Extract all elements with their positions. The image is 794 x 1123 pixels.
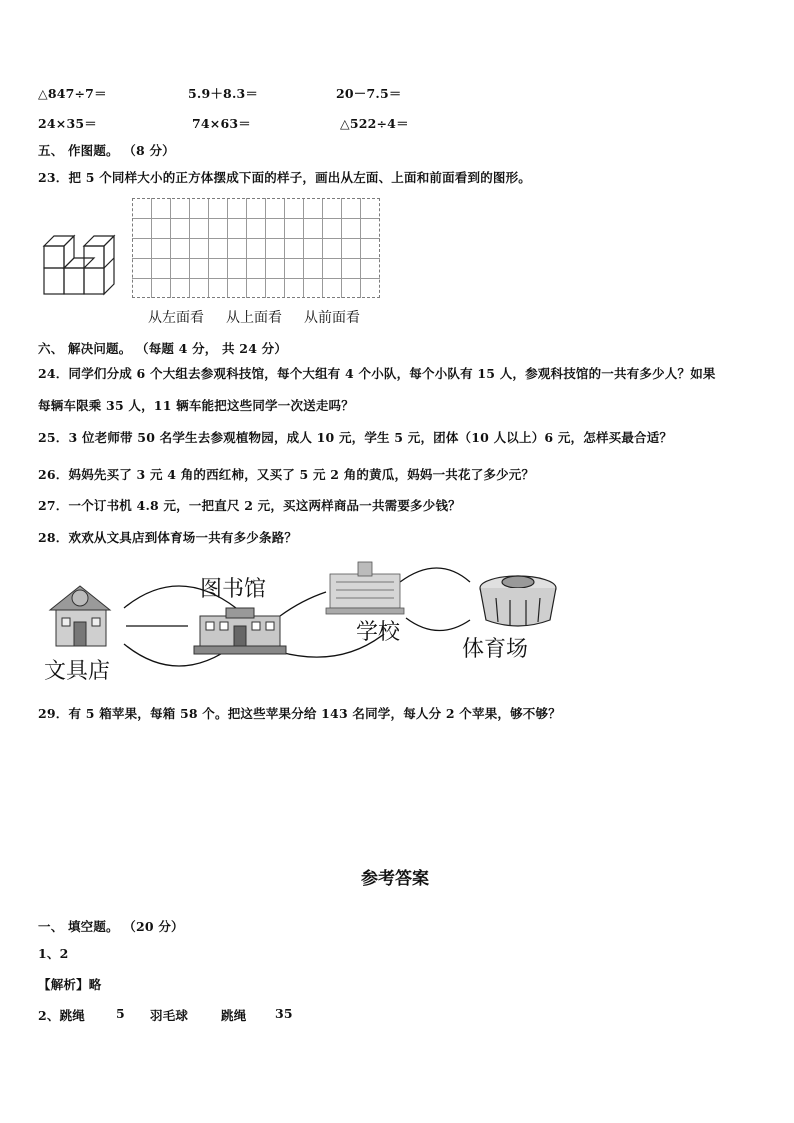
question-24-line1: 24．同学们分成 6 个大组去参观科技馆，每个大组有 4 个小队，每个小队有 15 人，参观科技馆的一共有多少人？如果 [38, 366, 716, 381]
question-23: 23．把 5 个同样大小的正方体摆成下面的样子，画出从左面、上面和前面看到的图形。 [38, 170, 531, 185]
stadium-icon [480, 576, 556, 626]
library-building-icon [194, 608, 286, 654]
calc-item: 20－7.5＝ [336, 86, 402, 101]
answers-title: 参考答案 [361, 869, 429, 889]
answer-1: 1、2 [38, 946, 69, 961]
place-label-library: 图书馆 [200, 577, 267, 602]
cube-stack-figure [40, 228, 120, 300]
calc-item: △522÷4＝ [340, 116, 409, 131]
place-label-stationery-store: 文具店 [44, 659, 111, 684]
calc-item: △847÷7＝ [38, 86, 107, 101]
section-title: 五、 作图题。 （8 分） [38, 143, 175, 158]
question-26: 26．妈妈先买了 3 元 4 角的西红柿，又买了 5 元 2 角的黄瓜，妈妈一共花了多少元？ [38, 467, 535, 482]
place-label-school: 学校 [356, 620, 401, 645]
view-label-top: 从上面看 [226, 310, 282, 326]
answer-2-item: 跳绳 [221, 1008, 247, 1023]
section-title: 一、 填空题。 （20 分） [38, 919, 184, 934]
view-label-front: 从前面看 [304, 310, 360, 326]
question-25: 25．3 位老师带 50 名学生去参观植物园，成人 10 元，学生 5 元，团体（10 人以上）6 元，怎样买最合适？ [38, 430, 673, 445]
stationery-store-icon [50, 586, 110, 646]
question-27: 27．一个订书机 4.8 元，一把直尺 2 元，买这两样商品一共需要多少钱？ [38, 498, 461, 513]
answer-2-item: 2、跳绳 [38, 1008, 85, 1023]
answer-2-item: 羽毛球 [150, 1008, 189, 1023]
drawing-grid[interactable] [132, 198, 380, 298]
route-map [40, 560, 560, 690]
calc-item: 24×35＝ [38, 116, 97, 131]
school-building-icon [326, 562, 404, 614]
answer-2-item: 35 [275, 1006, 293, 1021]
question-29: 29．有 5 箱苹果，每箱 58 个。把这些苹果分给 143 名同学，每人分 2 个苹果，够不够？ [38, 706, 561, 721]
answer-analysis: 【解析】略 [38, 977, 102, 992]
answer-2-item: 5 [116, 1006, 125, 1021]
calc-item: 74×63＝ [192, 116, 251, 131]
question-28: 28．欢欢从文具店到体育场一共有多少条路？ [38, 530, 298, 545]
place-label-stadium: 体育场 [462, 637, 529, 662]
calc-item: 5.9＋8.3＝ [188, 86, 259, 101]
question-24-line2: 每辆车限乘 35 人，11 辆车能把这些同学一次送走吗？ [38, 398, 354, 413]
section-title: 六、 解决问题。 （每题 4 分， 共 24 分） [38, 341, 288, 356]
view-label-left: 从左面看 [148, 310, 204, 326]
